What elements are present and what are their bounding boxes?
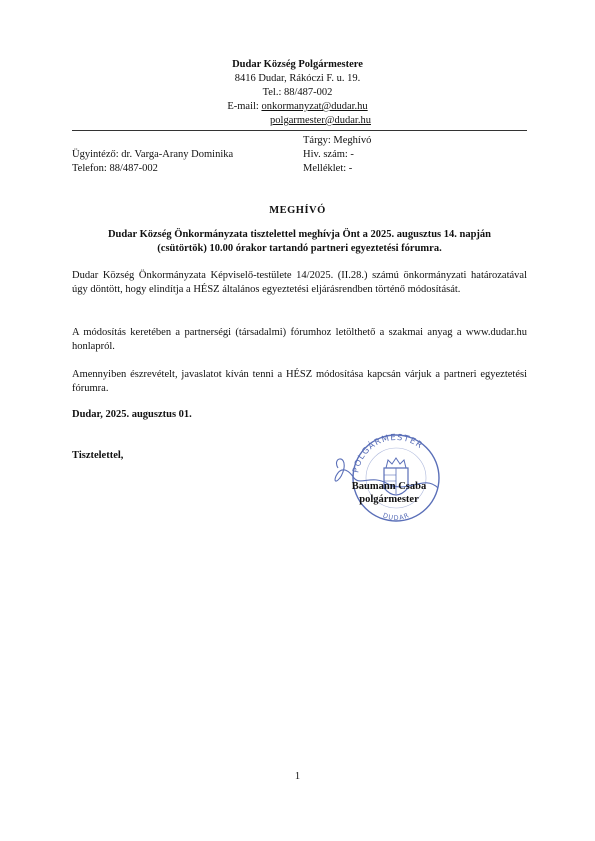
paragraph-1: Dudar Község Önkormányzata Képviselő-testülete 14/2025. (II.28.) számú önkormányzati határozatával úgy döntött, hogy elindítja a HÉSZ általános egyeztetési eljárásrendben történő módosítását. <box>72 270 527 295</box>
official-stamp-icon <box>328 428 448 528</box>
org-email-line <box>0 100 595 114</box>
date-line: Dudar, 2025. augusztus 01. <box>72 409 192 420</box>
letterhead <box>0 58 595 128</box>
email-link-1[interactable]: onkormanyzat@dudar.hu <box>261 101 368 112</box>
document-title: MEGHÍVÓ <box>269 205 326 216</box>
paragraph-2: A módosítás keretében a partnerségi (társadalmi) fórumhoz letölthető a szakmai anyag a www.dudar.hu honlapról. <box>72 327 527 352</box>
stamp-top-text: POLGÁRMESTER <box>351 432 425 474</box>
org-phone: Tel.: 88/487-002 <box>262 87 333 98</box>
org-email-line-2 <box>0 114 595 128</box>
email-link-2[interactable]: polgarmester@dudar.hu <box>270 115 371 126</box>
meta-right <box>303 134 371 176</box>
email-label: E-mail: <box>227 101 262 112</box>
signer-name: Baumann Csaba <box>351 481 427 492</box>
org-name: Dudar Község Polgármestere <box>232 59 363 70</box>
org-address: 8416 Dudar, Rákóczi F. u. 19. <box>234 73 361 84</box>
intro-line-2: (csütörtök) 10.00 órakor tartandó partneri egyeztetési fórumra. <box>157 243 442 254</box>
stamp-bottom-text: DUDAR <box>381 511 411 523</box>
header-divider <box>72 130 527 131</box>
meta-left <box>72 148 233 176</box>
phone-line: Telefon: 88/487-002 <box>72 163 158 174</box>
invitation-intro <box>72 228 527 256</box>
signer-role: polgármester <box>359 494 419 505</box>
subject-line: Tárgy: Meghívó <box>303 135 372 146</box>
clerk-line: Ügyintéző: dr. Varga-Arany Dominika <box>72 149 234 160</box>
reference-line: Hiv. szám: - <box>303 149 354 160</box>
paragraph-3: Amennyiben észrevételt, javaslatot kíván tenni a HÉSZ módosítása kapcsán várjuk a partneri egyeztetési fórumra. <box>72 369 527 394</box>
signature-block <box>334 480 444 506</box>
greeting-line: Tisztelettel, <box>72 450 124 461</box>
intro-line-1: Dudar Község Önkormányzata tisztelettel meghívja Önt a 2025. augusztus 14. napján <box>107 229 492 240</box>
page-number: 1 <box>294 771 301 782</box>
attachment-line: Melléklet: - <box>303 163 353 174</box>
